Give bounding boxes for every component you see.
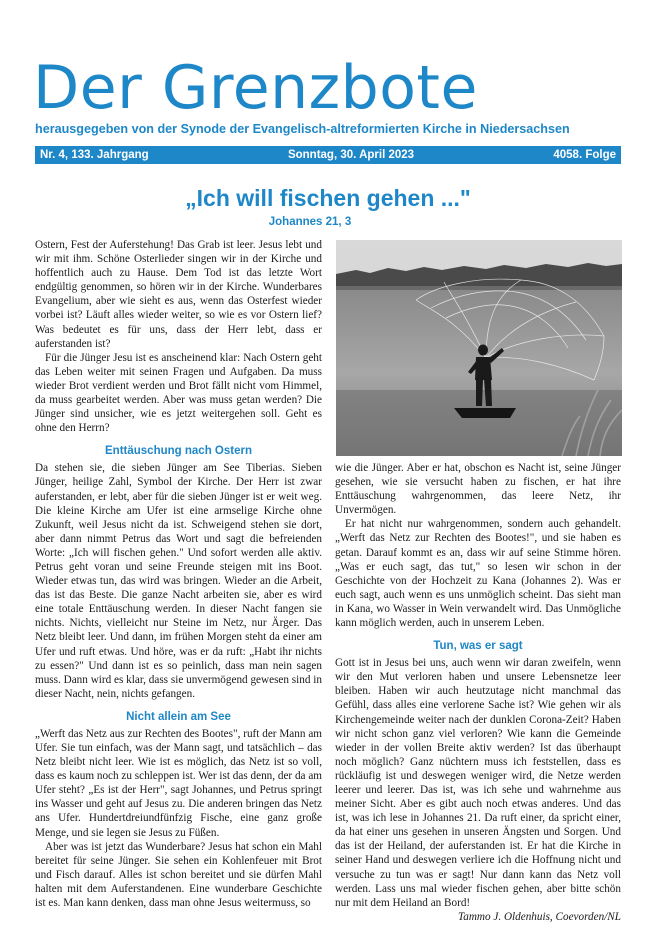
issue-number: Nr. 4, 133. Jahrgang (40, 149, 149, 161)
section-1-paragraph: Da stehen sie, die sieben Jünger am See Tiberias. Sieben Jünger, heilige Zahl, Symbol der Kirche. Der Herr ist zwar auferstanden, er lebt, aber für die sieben Jünger ist er weit weg. Die kleine Kirche am Ufer ist eine armselige Kirche ohne Zukunft, weil Jesus nicht da ist. Schweigend stehen sie dort, aber dann nimmt Petrus das Wort und sagt die befreienden Worte: „Ich will fischen gehen." Und sofort werden alle aktiv. Petrus geht voran und seine Freunde steigen mit ins Boot. Wieder etwas tun, das wird was bringen. Wieder an die Arbeit, das ist das Beste. Die ganze Nacht arbeiten sie, aber es wird eine totale Enttäuschung werden. In dieser Nacht fangen sie nichts. Nichts, vielleicht nur Steine im Netz, nur Ärger. Das Netz bleibt leer. Und dann, im frühen Morgen steht da einer am Ufer und ruft etwas. Und höre, was er da ruft: „Habt ihr nichts zu essen?" Und dann ist es so peinlich, dass man nein sagen muss. Dann wird es klar, dass sie unvermögend gewesen sind in dieser Nacht, nein, nichts gefangen. (35, 462, 322, 700)
bible-reference: Johannes 21, 3 (268, 216, 352, 228)
author-signature: Tammo J. Oldenhuis, Coevorden/NL (458, 910, 621, 923)
fisherman-casting-net-photo (336, 240, 622, 456)
masthead-title: Der Grenzbote (33, 53, 478, 123)
section-2-paragraph-1: „Werft das Netz aus zur Rechten des Bootes", ruft der Mann am Ufer. Sie tun einfach, was der Mann sagt, und tatsächlich – das Netz bleibt nicht leer. Wie ist es möglich, das Netz ist so voll, dass es kaum noch zu schleppen ist. Wer ist das denn, der da am Ufer steht? „Es ist der Herr", sagt Johannes, und Petrus springt ins Wasser und geht auf Jesus zu. Die anderen bringen das Netz ans Ufer. Hundertdreiundfünfzig Fische, eine ganz große Menge, und sie legen sie Jesus zu Füßen. (35, 727, 322, 839)
section-heading-do-what-he-says: Tun, was er sagt (433, 640, 523, 653)
article-left-column (35, 238, 322, 910)
section-2-paragraph-2-continued: wie die Jünger. Aber er hat, obschon es Nacht ist, seine Jünger gesehen, wie sie versucht haben zu fischen, er hat ihre Enttäuschung wahrgenommen, das leere Netz, ihr Unvermögen. (335, 462, 621, 517)
article-right-column (335, 461, 621, 924)
issue-sequence: 4058. Folge (553, 149, 616, 161)
section-heading-not-alone: Nicht allein am See (126, 710, 231, 723)
intro-paragraph-1: Ostern, Fest der Auferstehung! Das Grab ist leer. Jesus lebt und wir mit ihm. Schöne Osterlieder singen wir in der Kirche und hoffentlich auch zu Hause. Dem Tod ist das letzte Wort endgültig genommen, so hören wir in der Kirche. Wunderbares Evangelium, aber wie sieht es aus, wenn das Osterfest wieder vorbei ist? Läuft alles wieder weiter, so wie es vor Ostern lief? Was bedeutet es für uns, dass der Herr lebt, dass er auferstanden ist? (35, 239, 322, 350)
section-2-paragraph-2: Aber was ist jetzt das Wunderbare? Jesus hat schon ein Mahl bereitet für seine Jünger. Sie sehen ein Kohlenfeuer mit Brot und Fisch darauf. Alles ist schon bereitet und sie dürfen Mahl halten mit dem Auferstandenen. Eine wunderbare Geschichte ist es. Man kann denken, dass man ohne Jesus weitermuss, so (35, 840, 322, 910)
section-2-paragraph-3: Er hat nicht nur wahrgenommen, sondern auch gehandelt. „Werft das Netz zur Rechten des Bootes!", und sie haben es getan. Darauf kommt es an, dass wir auf seine Stimme hören. „Was er euch sagt, das tut," so lesen wir schon in der Geschichte von der Hochzeit zu Kana (Johannes 2). Was er euch sagt, auch wenn es uns unmöglich scheint. Das sieht man in Kana, wo Wasser in Wein verwandelt wird. Das Unmögliche kann möglich werden, auch in unserem Leben. (335, 518, 621, 630)
issue-bar (35, 146, 621, 164)
masthead-subtitle: herausgegeben von der Synode der Evangelisch-altreformierten Kirche in Niedersachsen (35, 122, 570, 136)
issue-date: Sonntag, 30. April 2023 (287, 149, 415, 161)
article-title: „Ich will fischen gehen ..." (185, 185, 471, 211)
section-heading-disappointment: Enttäuschung nach Ostern (105, 445, 252, 458)
intro-paragraph-2: Für die Jünger Jesu ist es anscheinend klar: Nach Ostern geht das Leben weiter mit seinen Fragen und Aufgaben. Da muss wieder Brot verdient werden und Brot fällt nicht vom Himmel, da muss gearbeitet werden. Aber was muss getan werden? Die Jünger sind unsicher, wie es jetzt weitergehen soll. Geht es ohne den Herrn? (35, 351, 322, 435)
section-3-paragraph: Gott ist in Jesus bei uns, auch wenn wir daran zweifeln, wenn wir den Mut verloren haben und unsere Lebensnetze leer bleiben. Haben wir auch heutzutage nicht manchmal das Gefühl, dass alles eine verlorene Sache ist? Wie gehen wir als Kirchengemeinde weiter nach der dunklen Corona-Zeit? Haben wir nicht schon ganz viel verloren? Wie kann die Gemeinde wieder in der vollen Breite aktiv werden? Ist das überhaupt noch möglich? Ganz nüchtern muss ich feststellen, dass es rückläufig ist und deswegen weniger wird, die Netze werden leerer und leerer. Das ist, was ich sehe und wahrnehme aus meiner Sicht. Aber es gibt auch noch etwas anderes. Und das ist, was ich lese in Johannes 21. Da ruft einer, da spricht einer, da hat einer uns gesehen in unseren Ängsten und Sorgen. Und das ist der Heiland, der auferstanden ist. Er hat die Kirche in seiner Hand und deswegen verliere ich die Hoffnung nicht und versuche zu tun was er sagt! Nur dann kann das Netz voll werden. Lass uns mal wieder fischen gehen, aber bitte schön nur mit dem Heiland an Bord! (335, 657, 621, 909)
